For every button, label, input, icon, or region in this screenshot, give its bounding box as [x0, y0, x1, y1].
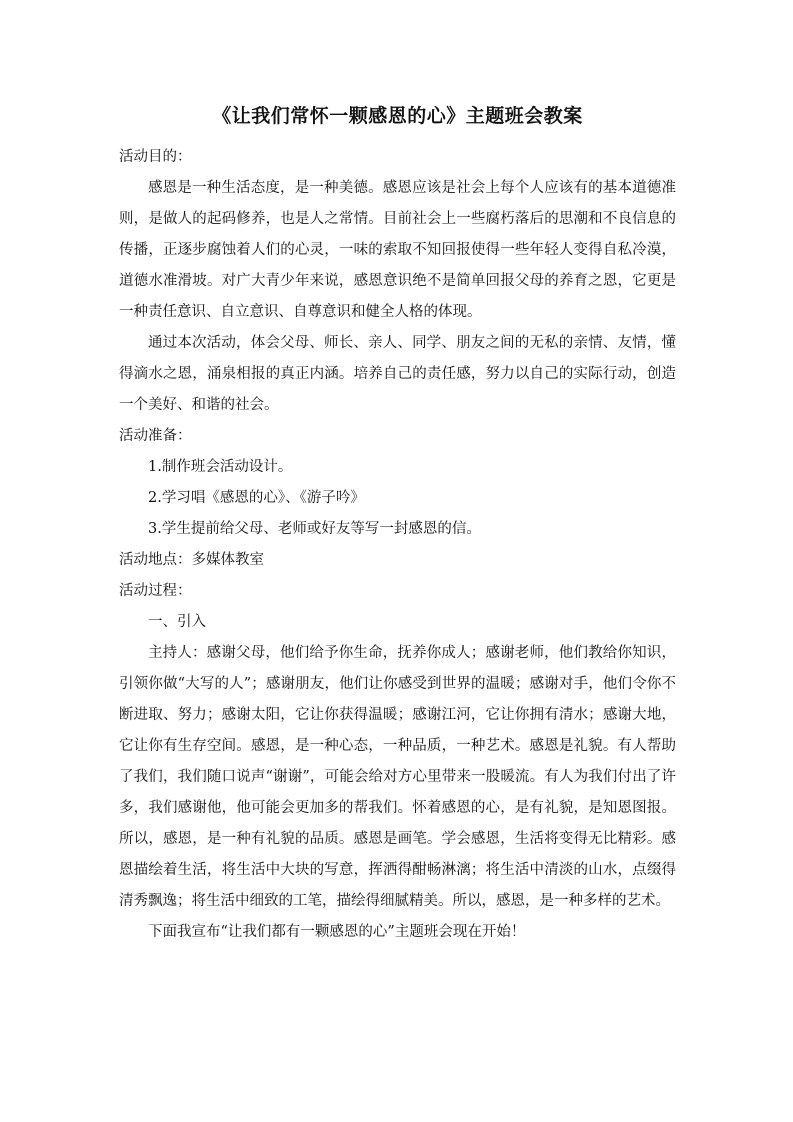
purpose-heading: 活动目的： — [119, 149, 192, 165]
purpose-paragraph-1: 感恩是一种生活态度，是一种美德。感恩应该是社会上每个人应该有的基本道德准则，是做人的起码修养，也是人之常情。目前社会上一些腐朽落后的思潮和不良信息的传播，正逐步腐蚀着人们的心灵，一味的索取不知回报使得一些年轻人变得自私冷漠，道德水准滑坡。对广大青少年来说，感恩意识绝不是简单回报父母的养育之恩，它更是一种责任意识、自立意识、自尊意识和健全人格的体现。 — [119, 180, 676, 320]
location-line: 活动地点：多媒体教室 — [119, 552, 264, 568]
document-title: 《让我们常怀一颗感恩的心》主题班会教案 — [212, 105, 583, 127]
purpose-paragraph-2: 通过本次活动，体会父母、师长、亲人、同学、朋友之间的无私的亲情、友情，懂得滴水之恩，涌泉相报的真正内涵。培养自己的责任感，努力以自己的实际行动，创造一个美好、和谐的社会。 — [119, 335, 676, 413]
process-heading: 活动过程： — [119, 583, 192, 599]
process-subheading: 一、引入 — [148, 614, 206, 630]
preparation-item: 1.制作班会活动设计。 — [148, 459, 293, 475]
preparation-item: 3.学生提前给父母、老师或好友等写一封感恩的信。 — [148, 521, 481, 537]
preparation-item: 2.学习唱《感恩的心》、《游子吟》 — [148, 490, 365, 506]
document-page — [119, 100, 676, 948]
preparation-heading: 活动准备： — [119, 428, 192, 444]
announcement-paragraph: 下面我宣布“让我们都有一颗感恩的心”主题班会现在开始！ — [148, 924, 526, 940]
host-paragraph: 主持人：感谢父母，他们给予你生命，抚养你成人；感谢老师，他们教给你知识，引领你做“大写的人”；感谢朋友，他们让你感受到世界的温暖；感谢对手，他们令你不断进取、努力；感谢太阳，它让你获得温暖；感谢江河，它让你拥有清水；感谢大地，它让你有生存空间。感恩，是一种心态，一种品质，一种艺术。感恩是礼貌。有人帮助了我们，我们随口说声“谢谢”，可能会给对方心里带来一股暖流。有人为我们付出了许多，我们感谢他，他可能会更加多的帮我们。怀着感恩的心，是有礼貌，是知恩图报。所以，感恩，是一种有礼貌的品质。感恩是画笔。学会感恩，生活将变得无比精彩。感恩描绘着生活，将生活中大块的写意，挥洒得酣畅淋漓；将生活中清淡的山水，点缀得清秀飘逸；将生活中细致的工笔，描绘得细腻精美。所以，感恩，是一种多样的艺术。 — [119, 645, 676, 909]
